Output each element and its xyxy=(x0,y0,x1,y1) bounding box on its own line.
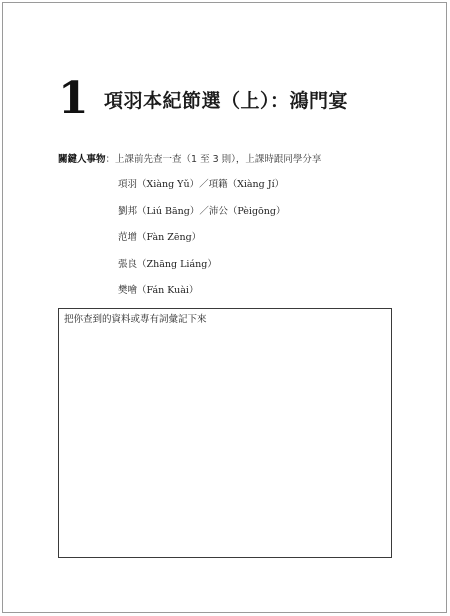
key-people-list xyxy=(118,178,285,311)
person-fan-kuai: 樊噲（Fán Kuài） xyxy=(118,285,199,297)
instruction-separator: ： xyxy=(105,154,116,165)
person-zhang-liang: 張良（Zhāng Liáng） xyxy=(118,258,217,270)
instruction-text: 上課前先查一查（1 至 3 則），上課時跟同學分享 xyxy=(115,154,322,165)
person-liu-bang: 劉邦（Liú Bāng）／沛公（Pèigōng） xyxy=(118,205,286,217)
key-people-instruction xyxy=(58,153,321,167)
notes-box xyxy=(58,308,392,558)
person-xiang-yu: 項羽（Xiàng Yǔ）／項籍（Xiàng Jí） xyxy=(118,179,285,190)
instruction-label: 關鍵人事物 xyxy=(58,154,106,165)
notes-input[interactable] xyxy=(61,331,389,555)
person-fan-zeng: 范增（Fàn Zēng） xyxy=(118,232,202,244)
chapter-number: 1 xyxy=(58,73,89,124)
chapter-title: 項羽本紀節選（上）：鴻門宴 xyxy=(104,90,349,112)
notes-prompt: 把你查到的資料或專有詞彙記下來 xyxy=(64,314,207,325)
